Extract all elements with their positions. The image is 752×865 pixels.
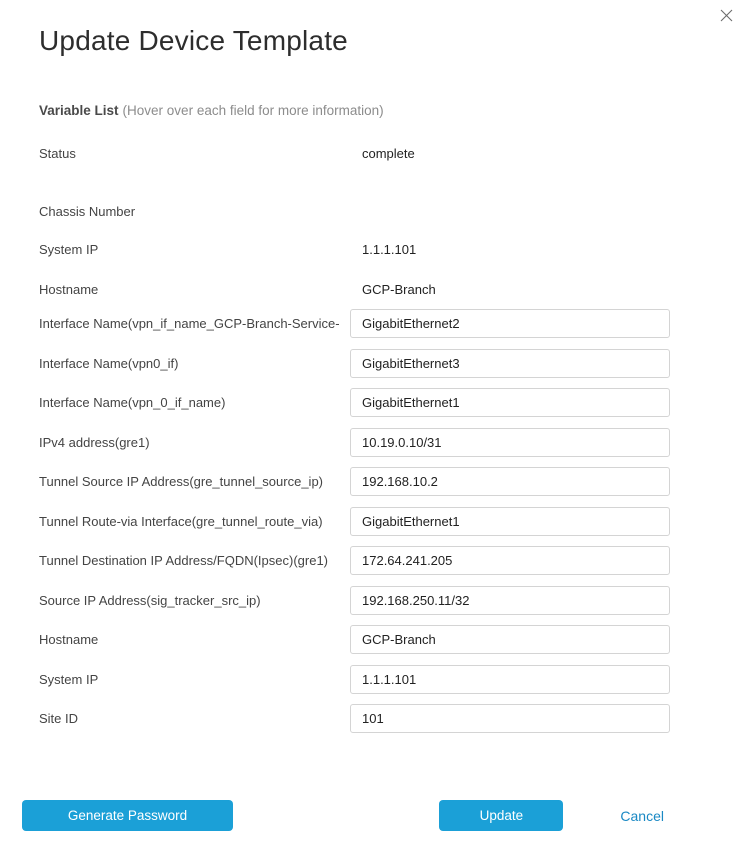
input-rows xyxy=(39,309,670,733)
cancel-link[interactable]: Cancel xyxy=(620,807,664,824)
field-label: Hostname xyxy=(39,281,99,297)
variable-input[interactable] xyxy=(350,546,670,575)
field-value: 1.1.1.101 xyxy=(362,241,417,257)
field-label: Interface Name(vpn0_if) xyxy=(39,355,179,371)
input-field-row xyxy=(39,309,670,338)
input-field-row xyxy=(39,349,670,378)
variable-list-label: Variable List xyxy=(39,103,119,118)
static-rows xyxy=(39,143,670,299)
field-label: Hostname xyxy=(39,632,99,647)
field-label: Site ID xyxy=(39,711,79,726)
variable-input[interactable] xyxy=(350,665,670,694)
input-field-row xyxy=(39,625,670,654)
field-label: Interface Name(vpn_0_if_name) xyxy=(39,395,226,410)
field-label: Chassis Number xyxy=(39,203,136,219)
variable-input[interactable] xyxy=(350,467,670,496)
variable-input[interactable] xyxy=(350,309,670,338)
variable-input[interactable] xyxy=(350,507,670,536)
input-field-row xyxy=(39,428,670,457)
field-label: Tunnel Source IP Address(gre_tunnel_source_ip) xyxy=(39,474,324,489)
field-label: IPv4 address(gre1) xyxy=(39,434,150,450)
static-field-row xyxy=(39,279,670,299)
input-field-row xyxy=(39,704,670,733)
field-value: GCP-Branch xyxy=(362,281,436,297)
variable-input[interactable] xyxy=(350,704,670,733)
field-label: Tunnel Destination IP Address/FQDN(Ipsec)(gre1) xyxy=(39,553,329,568)
static-field-row xyxy=(39,201,670,221)
input-field-row xyxy=(39,586,670,615)
variable-input[interactable] xyxy=(350,625,670,654)
generate-password-button[interactable]: Generate Password xyxy=(22,800,233,831)
variable-input[interactable] xyxy=(350,349,670,378)
field-label: Status xyxy=(39,145,76,161)
input-field-row xyxy=(39,546,670,575)
dialog-footer xyxy=(22,800,670,831)
input-field-row xyxy=(39,507,670,536)
variable-input[interactable] xyxy=(350,388,670,417)
dialog-title: Update Device Template xyxy=(39,25,348,56)
field-label: System IP xyxy=(39,241,99,257)
input-field-row xyxy=(39,665,670,694)
variable-input[interactable] xyxy=(350,586,670,615)
input-field-row xyxy=(39,388,670,417)
update-button[interactable]: Update xyxy=(439,800,563,831)
field-label: System IP xyxy=(39,671,99,687)
variable-list-hint: (Hover over each field for more information) xyxy=(122,103,384,118)
variable-form xyxy=(39,143,670,733)
static-field-row xyxy=(39,239,670,259)
field-value: complete xyxy=(362,145,415,161)
static-field-row xyxy=(39,143,670,163)
field-label: Source IP Address(sig_tracker_src_ip) xyxy=(39,592,261,608)
close-icon[interactable] xyxy=(717,6,735,24)
field-label: Interface Name(vpn_if_name_GCP-Branch-Service- xyxy=(39,316,340,331)
input-field-row xyxy=(39,467,670,496)
variable-list-heading xyxy=(39,102,670,120)
variable-input[interactable] xyxy=(350,428,670,457)
field-label: Tunnel Route-via Interface(gre_tunnel_route_via) xyxy=(39,513,323,529)
